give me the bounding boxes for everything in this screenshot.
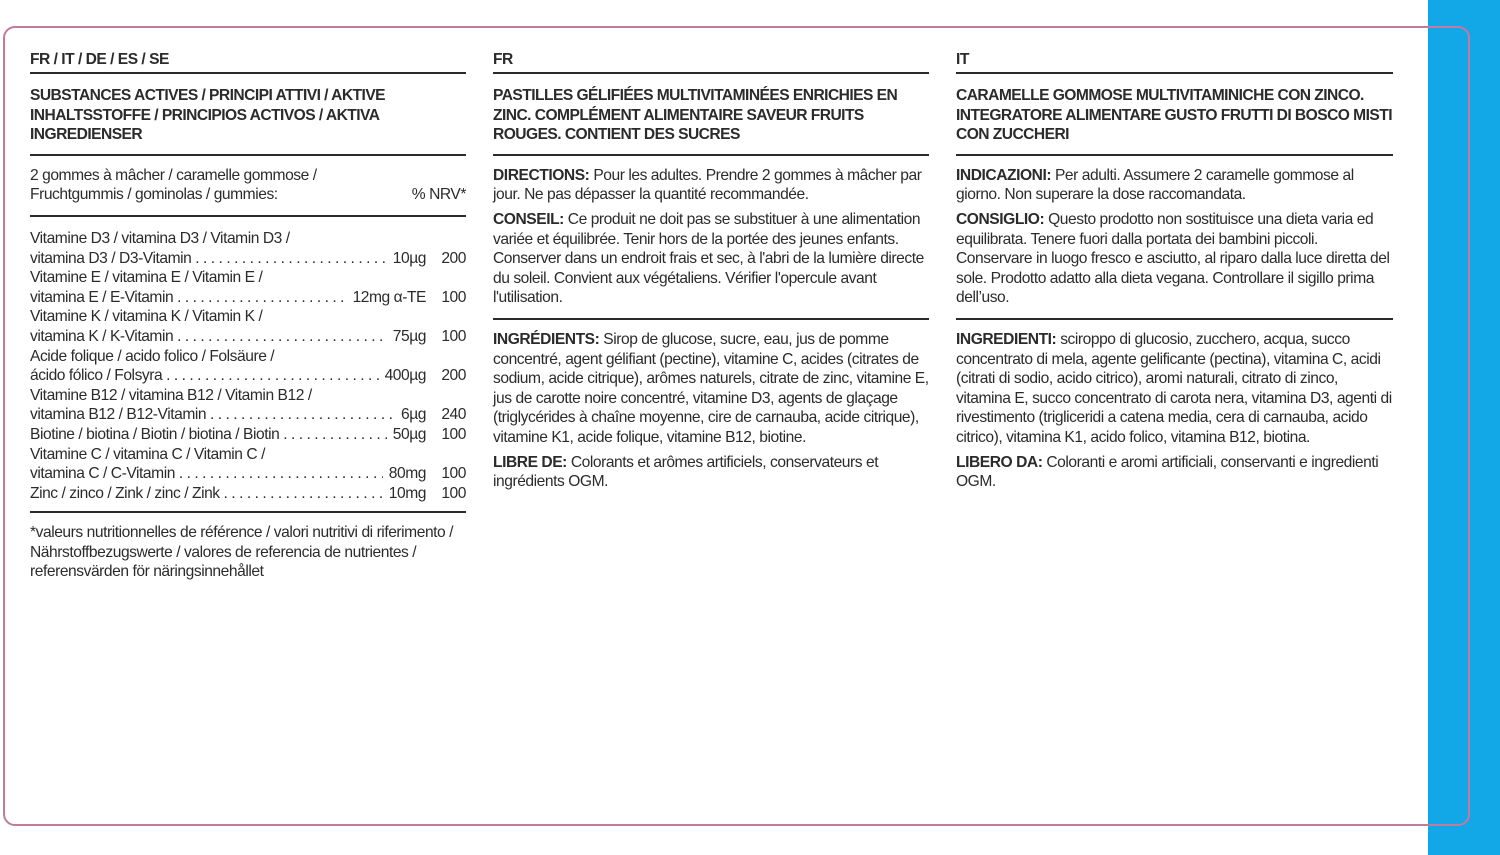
nutrient-row xyxy=(30,307,466,346)
free-from-text: Colorants et arômes artificiels, conservateurs et ingrédients OGM. xyxy=(493,453,879,491)
nutrient-name-line1: Vitamine K / vitamina K / Vitamin K / xyxy=(30,308,263,326)
nutrient-amount: 50µg xyxy=(392,425,426,443)
french-product-title: PASTILLES GÉLIFIÉES MULTIVITAMINÉES ENRICHIES EN ZINC. COMPLÉMENT ALIMENTAIRE SAVEUR FRUITS ROUGES. CONTIENT DES SUCRES xyxy=(493,87,898,144)
nutrient-value-line xyxy=(30,288,466,308)
nutrient-name-line2 xyxy=(30,288,347,308)
nutrient-nrv: 100 xyxy=(441,484,466,502)
french-advice xyxy=(493,210,929,308)
nutrient-amount: 10µg xyxy=(392,249,426,267)
nutrient-name-text: Zinc / zinco / Zink / zinc / Zink xyxy=(30,484,220,502)
italian-advice xyxy=(956,210,1393,308)
french-free-from xyxy=(493,453,929,492)
directions-text: Pour les adultes. Prendre 2 gommes à mâcher par jour. Ne pas dépasser la quantité recommandée. xyxy=(493,166,922,204)
dot-leader xyxy=(175,465,383,482)
nrv-header: % NRV* xyxy=(411,186,466,204)
dot-leader xyxy=(220,485,383,502)
nutrient-name-line1: Vitamine C / vitamina C / Vitamin C / xyxy=(30,445,265,463)
free-from-label: LIBRE DE: xyxy=(493,453,567,471)
portion-label: 2 gommes à mâcher / caramelle gommose / Fruchtgummis / gominolas / gummies: xyxy=(30,166,317,204)
italian-directions xyxy=(956,166,1393,205)
directions-label: INDICAZIONI: xyxy=(956,166,1052,184)
nutrient-name-line1: Vitamine E / vitamina E / Vitamin E / xyxy=(30,269,263,287)
nutrient-name-line2 xyxy=(30,249,387,269)
nutrient-value-line xyxy=(30,464,466,484)
nutrient-name-text: Biotine / biotina / Biotin / biotina / Biotin xyxy=(30,425,280,443)
nutrient-nrv: 200 xyxy=(441,367,466,385)
dot-leader xyxy=(206,406,395,423)
nutrient-name-line1: Vitamine D3 / vitamina D3 / Vitamin D3 / xyxy=(30,229,290,247)
italian-ingredients xyxy=(956,330,1393,448)
nutrient-row xyxy=(30,445,466,484)
dot-leader xyxy=(162,367,378,384)
nutrient-name-text: vitamina C / C-Vitamin xyxy=(30,465,175,483)
advice-text: Ce produit ne doit pas se substituer à une alimentation variée et équilibrée. Tenir hors de la portée des jeunes enfants. Conserver dans un endroit frais et sec, à l'abri de la lumière directe du soleil. Convient aux végétaliens. Vérifier l'opercule avant l'utilisation. xyxy=(493,210,924,307)
nutrient-value-line xyxy=(30,484,466,504)
nutrient-name-text: vitamina D3 / D3-Vitamin xyxy=(30,249,192,267)
dot-leader xyxy=(279,426,386,443)
portion-row xyxy=(30,156,466,215)
nutrient-name-line2 xyxy=(30,484,383,504)
nutrient-amount: 75µg xyxy=(392,327,426,345)
languages-header: FR / IT / DE / ES / SE xyxy=(30,51,169,68)
nutrient-row xyxy=(30,484,466,504)
nutrient-name-line1: Vitamine B12 / vitamina B12 / Vitamin B12 / xyxy=(30,386,312,404)
nutrient-row xyxy=(30,386,466,425)
nutrient-nrv: 100 xyxy=(441,327,466,345)
advice-label: CONSEIL: xyxy=(493,210,564,228)
italian-free-from xyxy=(956,453,1393,492)
french-header: FR xyxy=(493,51,513,68)
advice-label: CONSIGLIO: xyxy=(956,210,1045,228)
ingredients-text: Sirop de glucose, sucre, eau, jus de pomme concentré, agent gélifiant (pectine), vitamine C, acides (citrates de sodium, acide citrique), arômes naturels, citrate de zinc, vitamine E, jus de carotte noire concentré, vitamine D3, agents de glaçage (triglycérides à chaîne moyenne, cire de carnauba, acide citrique), vitamine K1, acide folique, vitamine B12, biotine. xyxy=(493,330,929,446)
nutrient-nrv: 100 xyxy=(441,288,466,306)
italian-ingredients-section xyxy=(956,320,1393,492)
nutrient-name-line2 xyxy=(30,327,387,347)
ingredients-text: sciroppo di glucosio, zucchero, acqua, succo concentrato di mela, agente gelificante (pectina), vitamina C, acidi (citrati di sodio, acido citrico), aromi naturali, citrato di zinco, vitamina E, succo concentrato di carota nera, vitamina D3, agenti di rivestimento (trigliceridi a catena media, cera di carnauba, acido citrico), vitamina K1, acido folico, vitamina B12, biotina. xyxy=(956,330,1392,446)
directions-text: Per adulti. Assumere 2 caramelle gommose al giorno. Non superare la dose raccomandata. xyxy=(956,166,1354,204)
nutrient-row xyxy=(30,425,466,445)
free-from-text: Coloranti e aromi artificiali, conservanti e ingredienti OGM. xyxy=(956,453,1379,491)
nutrient-name-line2 xyxy=(30,464,383,484)
nutrient-nrv: 200 xyxy=(441,249,466,267)
french-column xyxy=(493,50,929,497)
italian-column xyxy=(956,50,1393,497)
nutrient-value-line xyxy=(30,366,466,386)
nutrient-row xyxy=(30,229,466,268)
nutrient-name-text: vitamina E / E-Vitamin xyxy=(30,288,174,306)
nutrient-name-line2 xyxy=(30,405,395,425)
nutrient-amount: 10mg xyxy=(388,484,426,502)
nutrient-row xyxy=(30,347,466,386)
italian-product-title: CARAMELLE GOMMOSE MULTIVITAMINICHE CON ZINCO. INTEGRATORE ALIMENTARE GUSTO FRUTTI DI BOSCO MISTI CON ZUCCHERI xyxy=(956,87,1392,144)
nutrient-name-text: ácido fólico / Folsyra xyxy=(30,367,163,385)
italian-header: IT xyxy=(956,51,969,68)
french-directions xyxy=(493,166,929,205)
free-from-label: LIBERO DA: xyxy=(956,453,1043,471)
italian-directions-section xyxy=(956,156,1393,308)
nutrient-amount: 400µg xyxy=(384,367,426,385)
nutrient-value-line xyxy=(30,249,466,269)
nutrient-nrv: 100 xyxy=(441,425,466,443)
nutrient-amount: 12mg α-TE xyxy=(352,288,426,306)
nutrient-value-line xyxy=(30,425,466,445)
dot-leader xyxy=(191,250,386,267)
ingredients-label: INGREDIENTI: xyxy=(956,330,1057,348)
nutrient-name-line1: Acide folique / acido folico / Folsäure / xyxy=(30,347,275,365)
dot-leader xyxy=(173,289,346,306)
french-ingredients xyxy=(493,330,929,448)
ingredients-label: INGRÉDIENTS: xyxy=(493,330,600,348)
directions-label: DIRECTIONS: xyxy=(493,166,590,184)
active-substances-title: SUBSTANCES ACTIVES / PRINCIPI ATTIVI / AKTIVE INHALTSSTOFFE / PRINCIPIOS ACTIVOS / AKTIVA INGREDIENSER xyxy=(30,87,386,144)
nutrient-table xyxy=(30,217,466,511)
french-directions-section xyxy=(493,156,929,308)
nutrient-name-text: vitamina K / K-Vitamin xyxy=(30,327,174,345)
nutrient-nrv: 240 xyxy=(441,406,466,424)
dot-leader xyxy=(173,328,387,345)
nutrient-name-text: vitamina B12 / B12-Vitamin xyxy=(30,406,207,424)
nrv-footnote: *valeurs nutritionnelles de référence / valori nutritivi di riferimento / Nährstoffbezugswerte / valores de referencia de nutrientes / referensvärden för näringsinnehållet xyxy=(30,524,454,581)
nutrient-name-line2 xyxy=(30,425,387,445)
nutrient-name-line2 xyxy=(30,366,379,386)
nutrient-value-line xyxy=(30,405,466,425)
french-ingredients-section xyxy=(493,320,929,492)
nutrient-row xyxy=(30,268,466,307)
nutrient-amount: 80mg xyxy=(388,465,426,483)
nutrient-value-line xyxy=(30,327,466,347)
nutrition-column xyxy=(30,50,466,582)
nutrient-nrv: 100 xyxy=(441,465,466,483)
advice-text: Questo prodotto non sostituisce una dieta varia ed equilibrata. Tenere fuori dalla portata dei bambini piccoli. Conservare in luogo fresco e asciutto, al riparo dalla luce diretta del sole. Prodotto adatto alla dieta vegana. Controllare il sigillo prima dell’uso. xyxy=(956,210,1390,307)
nutrient-amount: 6µg xyxy=(401,406,426,424)
